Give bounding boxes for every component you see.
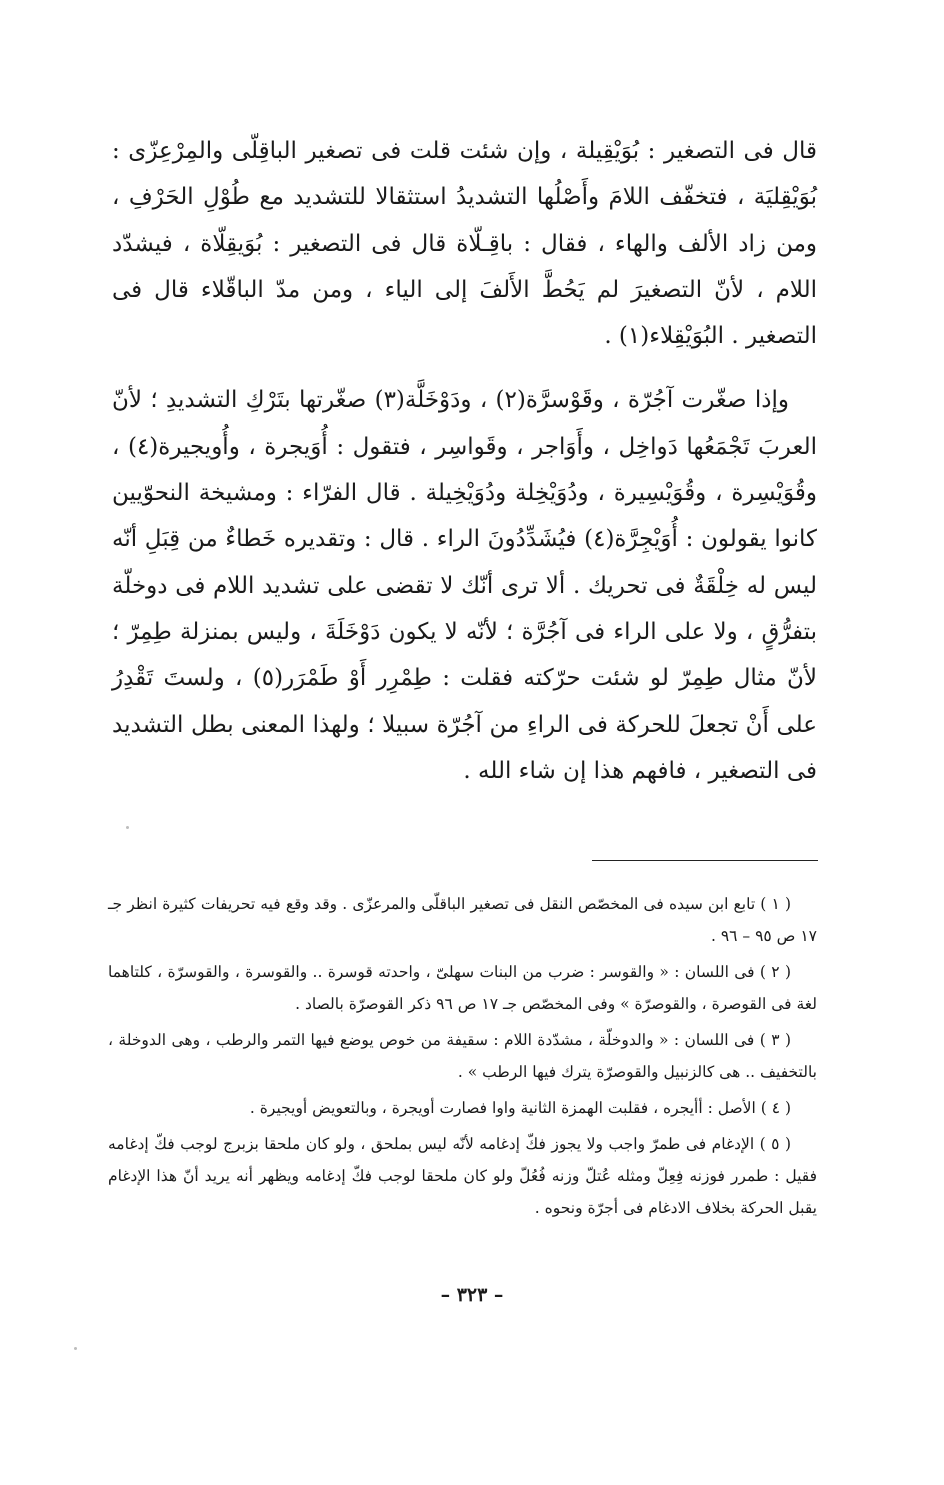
- footnote: ( ٥ ) الإدغام فى طمرّ واجب ولا يجوز فكّ إدغامه لأنّه ليس بملحق ، ولو كان ملحقا بزبرج لوجب فكّ إدغامه فقيل : طمرر فوزنه فِعِلّ ومثله عُتلّ وزنه فُعُلّ ولو كان ملحقا لوجب فكّ إدغامه ويظهر أنه يريد أنّ هذا الإدغام يقبل الحركة بخلاف الادغام فى أجرّة ونحوه .: [108, 1135, 817, 1217]
- footnote: ( ٢ ) فى اللسان : « والقوسر : ضرب من البنات سهلىّ ، واحدته قوسرة .. والقوسرة ، والقوسرّة ، كلتاهما لغة فى القوصرة ، والقوصرّة » وفى المخصّص جـ ١٧ ص ٩٦ ذكر القوصرّة بالصاد .: [108, 963, 817, 1013]
- main-paragraph: وإذا صغّرت آجُرّة ، وقَوْسرَّة(٢) ، ودَوْخَلَّة(٣) صغّرتها بتَرْكِ التشديدِ ؛ لأنّ العربَ تَجْمَعُها دَواخِل ، وأَوَاجر ، وقَواسِر ، فتقول : أُوَيجرة ، وأُويجيرة(٤) ، وقُوَيْسِرة ، وقُوَيْسِيرة ، ودُوَيْخِلة ودُوَيْخِيلة . قال الفرّاء : ومشيخة النحوّيين كانوا يقولون : أُوَيْجِرَّة(٤) فيُشَدِّدُونَ الراء . قال : وتقديره خَطاءٌ من قِبَلِ أنّه ليس له خِلْقَةٌ فى تحريك . ألا ترى أنّك لا تقضى على تشديد اللام فى دوخلّة بتفرُّقٍ ، ولا على الراء فى آجُرَّة ؛ لأنّه لا يكون دَوْخَلَةَ ، وليس بمنزلة طِمِرّ ؛ لأنّ مثال طِمِرّ لو شئت حرّكته فقلت : طِمْرِر أَوْ طَمْرَر(٥) ، ولستَ تَقْدِرُ على أَنْ تجعلَ للحركة فى الراءِ من آجُرّة سبيلا ؛ ولهذا المعنى بطل التشديد فى التصغير ، فافهم هذا إن شاء الله .: [112, 387, 818, 784]
- main-paragraph: قال فى التصغير : بُوَيْقِيلة ، وإن شئت قلت فى تصغير الباقِلّى والمِرْعِزّى : بُوَيْقِليَة ، فتخفّف اللامَ وأَصْلُها التشديدُ استثقالا للتشديد مع طُوْلِ الحَرْفِ ، ومن زاد الألف والهاء ، فقال : باقِـلّاة قال فى التصغير : بُوَيقِلّاة ، فيشدّد اللام ، لأنّ التصغيرَ لم يَحُطَّ الأَلفَ إلى الياء ، ومن مدّ الباقّلاء قال فى التصغير . البُوَيْقِلاء(١) .: [112, 138, 817, 350]
- main-text-block: [112, 128, 817, 794]
- scan-speck: [74, 1347, 77, 1350]
- footnotes-block: [108, 888, 817, 1228]
- footnote: ( ١ ) تابع ابن سيده فى المخصّص النقل فى تصغير الباقلّى والمرعزّى . وقد وقع فيه تحريفات كثيرة انظر جـ ١٧ ص ٩٥ – ٩٦ .: [108, 895, 817, 945]
- scan-speck: [126, 826, 129, 829]
- page-number: – ٣٢٣ –: [440, 1284, 504, 1306]
- footnote: ( ٤ ) الأصل : أأيجره ، فقلبت الهمزة الثانية واوا فصارت أويجرة ، وبالتعويض أويجيرة .: [249, 1099, 791, 1117]
- footnote-separator: [592, 860, 818, 861]
- footnote: ( ٣ ) فى اللسان : « والدوخلّة ، مشدّدة اللام : سقيفة من خوص يوضع فيها التمر والرطب ، وهى الدوخلة ، بالتخفيف .. هى كالزنبيل والقوصرّة يترك فيها الرطب » .: [108, 1031, 817, 1081]
